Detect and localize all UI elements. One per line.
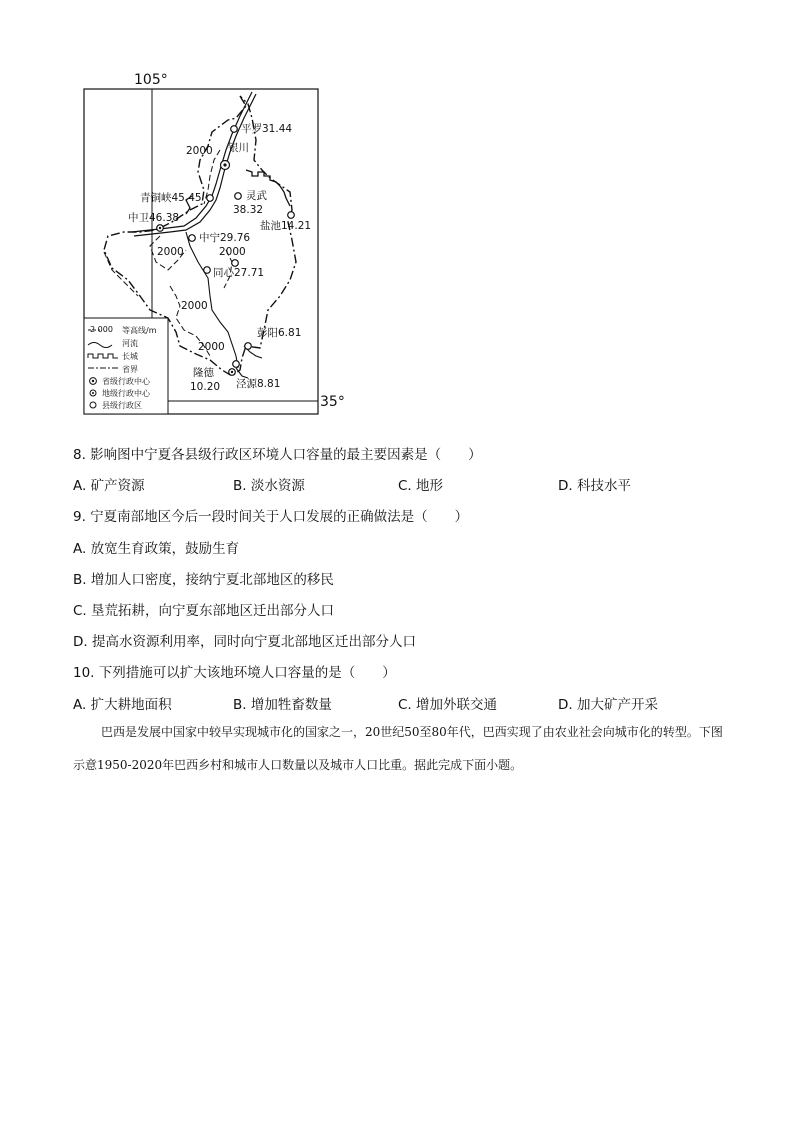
place-label-lingwu-value: 38.32 — [233, 204, 264, 216]
pengyang-marker — [245, 343, 252, 350]
longde-marker — [233, 361, 240, 368]
question-10-option-a: A. 扩大耕地面积 — [73, 697, 172, 713]
latitude-label: 35° — [320, 394, 345, 410]
place-label-qingtongxia: 青铜峡45.45 — [140, 192, 202, 204]
question-9-stem: 9. 宁夏南部地区今后一段时间关于人口发展的正确做法是（ ） — [73, 509, 469, 525]
yanchi-marker — [288, 212, 295, 219]
question-8-stem: 8. 影响图中宁夏各县级行政区环境人口容量的最主要因素是（ ） — [73, 447, 482, 463]
legend-prefecture-label: 地级行政中心 — [102, 389, 150, 398]
contour-label: 2000 — [186, 145, 213, 157]
legend-contour-value: 2 000 — [90, 325, 113, 334]
tongxin-marker — [232, 260, 239, 267]
place-label-longde: 隆德 — [193, 367, 214, 379]
place-label-tongxin: 同心27.71 — [213, 267, 265, 279]
zhongwei-marker-dot — [159, 227, 161, 229]
yinchuan-marker-dot — [223, 163, 226, 166]
place-label-jingyuan: 泾源8.81 — [236, 378, 281, 390]
question-10-option-d: D. 加大矿产开采 — [558, 697, 658, 713]
legend-contour-label: 等高线/m — [122, 326, 157, 335]
place-label-yinchuan: 银川 — [228, 142, 249, 154]
place-label-zhongning: 中宁29.76 — [199, 232, 251, 244]
legend-river-label: 河流 — [122, 339, 138, 348]
legend-wall-symbol — [88, 354, 118, 358]
place-label-pingluo: 平罗31.44 — [241, 123, 293, 135]
place-label-zhongwei: 中卫46.38 — [128, 212, 180, 224]
question-8-option-d: D. 科技水平 — [558, 478, 631, 494]
river-jingyuan — [236, 368, 248, 378]
place-label-yanchi: 盐池14.21 — [260, 220, 312, 232]
contour-label: 2000 — [198, 341, 225, 353]
question-10-option-c: C. 增加外联交通 — [398, 697, 498, 713]
legend-county-label: 县级行政区 — [102, 401, 142, 410]
lingwu-marker — [235, 193, 242, 200]
ningxia-map — [0, 0, 794, 420]
qingtongxia-marker — [207, 195, 214, 202]
longitude-label: 105° — [134, 72, 168, 88]
pingluo-marker — [231, 126, 238, 133]
question-9-option-c: C. 垦荒拓耕，向宁夏东部地区迁出部分人口 — [73, 603, 335, 619]
tongxin-county-marker — [204, 267, 211, 274]
contour-label: 2000 — [181, 300, 208, 312]
legend-provincial-label: 省级行政中心 — [102, 377, 150, 386]
place-label-lingwu: 灵武 — [246, 190, 267, 202]
legend-boundary-label: 省界 — [122, 365, 138, 374]
question-8-option-b: B. 淡水资源 — [233, 478, 305, 494]
zhongning-marker — [189, 235, 196, 242]
legend-wall-label: 长城 — [122, 352, 138, 361]
contour-label: 2000 — [219, 246, 246, 258]
question-10-option-b: B. 增加牲畜数量 — [233, 697, 332, 713]
question-8-option-a: A. 矿产资源 — [73, 478, 145, 494]
map-drawing — [0, 0, 794, 420]
legend-county-symbol — [90, 402, 96, 408]
contour-label: 2000 — [157, 246, 184, 258]
question-8-option-c: C. 地形 — [398, 478, 444, 494]
question-9-option-a: A. 放宽生育政策，鼓励生育 — [73, 541, 240, 557]
place-label-longde-value: 10.20 — [190, 381, 221, 393]
question-9-option-d: D. 提高水资源利用率，同时向宁夏北部地区迁出部分人口 — [73, 634, 416, 650]
place-label-pengyang: 彭阳6.81 — [257, 327, 302, 339]
question-9-option-b: B. 增加人口密度，接纳宁夏北部地区的移民 — [73, 572, 334, 588]
question-10-stem: 10. 下列措施可以扩大该地环境人口容量的是（ ） — [73, 665, 396, 681]
jingyuan-marker-dot — [231, 371, 233, 373]
reading-passage: 巴西是发展中国家中较早实现城市化的国家之一，20世纪50至80年代，巴西实现了由农业社会向城市化的转型。下图示意1950-2020年巴西乡村和城市人口数量以及城市人口比重。据此完成下面小题。 — [73, 725, 723, 772]
